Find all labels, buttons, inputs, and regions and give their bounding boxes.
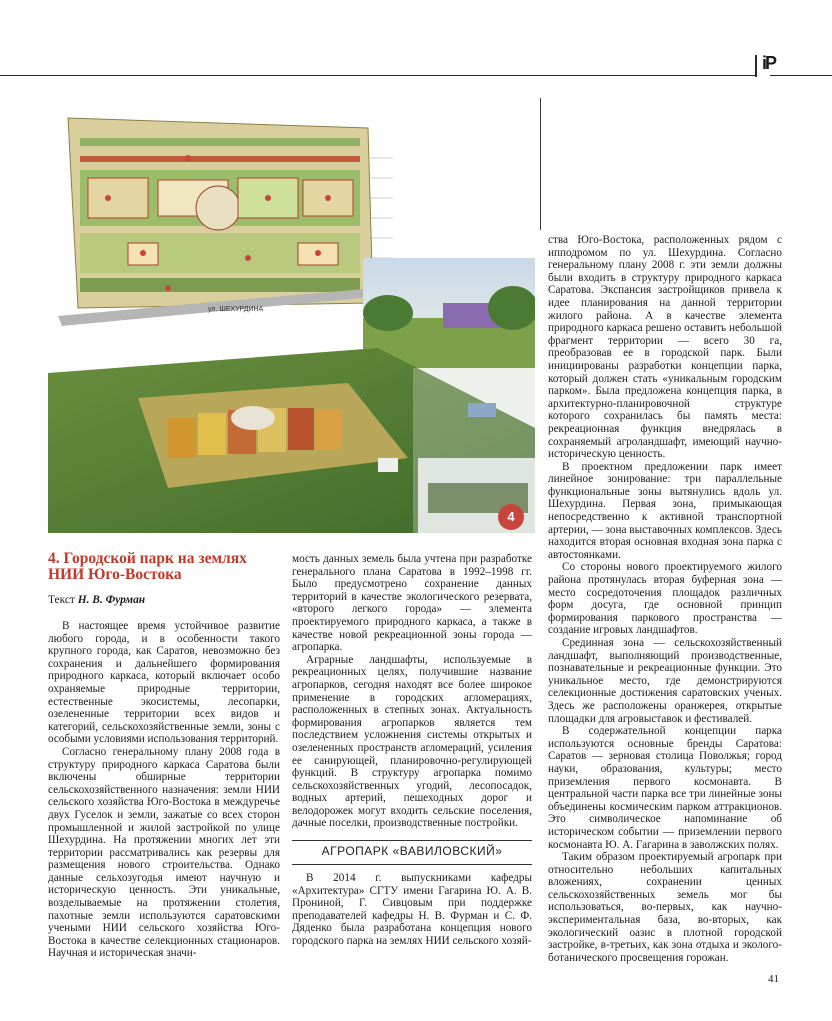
paragraph: Таким образом проектируемый агропарк при относительно небольших капитальных вложениях, сохранении ценных сельскохозяйственных земель мог бы использоваться, во-первых, как научно-экспериментальная база, во-вторых, как экологический оазис в плотной городской застройке, в-третьих, как зона отдыха и эколого-ботанического просвещения горожан. [548,851,782,964]
master-plan [58,118,393,326]
text-column-3 [548,234,782,964]
author-name: Н. В. Фурман [77,594,146,606]
subhead-rule [292,864,532,865]
text-column-2b [292,872,532,948]
park-plan-svg [48,98,535,533]
magazine-logo: iP [762,53,776,73]
paragraph: мость данных земель была учтена при разработке генерального плана Саратова в 1992–1998 гг. Было предусмотрено сохранение данных территорий в качестве экологического резервата, «второго легкого города» — элемента проектируемого природного каркаса, а также в качестве новой рекреационной зоны города — агропарка. [292,553,532,654]
street-label: ул. ШЕХУРДИНА [208,306,264,313]
author-line [48,594,145,606]
paragraph: В содержательной концепции парка используются основные бренды Саратова: Саратов — зерновая столица Поволжья; город науки, образования, культуры; место приземления первого космонавта. В центральной части парка все три линейные зоны объединены космическим парком аттракционов. Это символическое напоминание об историческом событии — приземлении первого космонавта Ю. А. Гагарина в заволжских полях. [548,725,782,851]
park-plan-illustration [48,98,535,533]
column-divider [540,98,541,230]
author-prefix: Текст [48,594,75,606]
header-divider [755,55,757,77]
paragraph: Согласно генеральному плану 2008 года в структуру природного каркаса Саратова были включены обширные территории сельскохозяйственного назначения: земли НИИ сельского хозяйства Юго-Востока в междуречье двух Гуселок и земли, зажатые со всех сторон промышленной и жилой застройкой по улице Шехурдина. На протяжении многих лет эти территории рассматривались как резервы для размещения нового строительства. Однако данные сельхозугодья имеют научную и историческую ценность. Эти уникальные, возделываемые на протяжении столетия, пахотные земли используются саратовскими учеными НИИ сельского хозяйства Юго-Востока в качестве селекционных стационаров. Научная и историческая значи- [48,745,280,960]
paragraph: В настоящее время устойчивое развитие любого города, и в особенности такого крупного города, как Саратов, невозможно без сохранения и дальнейшего формирования природного каркаса, который включает особо охраняемые природные территории, естественные экосистемы, лесопарки, озелененные территории всех видов и категорий, сельскохозяйственные земли, зоны с особыми условиями использования территорий. [48,620,280,746]
paragraph: Срединная зона — сельскохозяйственный ландшафт, выполняющий производственные, познавательные и рекреационные функции. Это уникальное место, где демонстрируются селекционные достижения саратовских ученых. Здесь же расположены оранжерея, открытые площадки для агровыставок и фестивалей. [548,637,782,725]
paragraph: Со стороны нового проектируемого жилого района протянулась вторая буферная зона — место сосредоточения площадок различных форм досуга, где основной принцип формирования паркового пространства — создание игровых ландшафтов. [548,561,782,637]
header-rule [0,75,755,76]
subhead-text: АГРОПАРК «ВАВИЛОВСКИЙ» [321,844,503,858]
subhead-rule [292,840,532,841]
figure-number-badge: 4 [498,504,524,530]
paragraph: Аграрные ландшафты, используемые в рекреационных целях, получившие название агропарков, сегодня находят все более широкое применение в городских агломерациях, расположенных в степных зонах. Актуальность формирования агропарков является тем последствием усложнения системы открытых и озелененных пространств агломераций, усиления еe санирующей, планировочно-регулирующей функций. В структуру агропарка помимо сельскохозяйственных угодий, лесопосадок, водных артерий, пешеходных дорог и велодорожек могут входить сельские поселения, дачные поселки, производственные постройки. [292,653,532,830]
paragraph: ства Юго-Востока, расположенных рядом с ипподромом по ул. Шехурдина. Согласно генеральному плану 2008 г. эти земли должны были входить в структуру природного каркаса Саратова. Экспансия застройщиков привела к идее планирования на данной территории жилого района. А в качестве элемента природного каркаса решено оставить небольшой фрагмент территории — всего 30 га, преобразовав ее в городской парк. Были инициированы разработки концепции парка, который должен стать «уникальным городским парком». Была предложена концепция парка, в архитектурно-планировочной структуре которого сохранилась бы память места: рекреационная функция внедрялась в сохраняемый агроландшафт, имеющий научно-историческую ценность. [548,234,782,461]
page-number: 41 [768,973,779,985]
text-column-2 [292,553,532,830]
paragraph: В проектном предложении парк имеет линейное зонирование: три параллельные функциональные зоны вытянулись вдоль ул. Шехурдина. Первая зона, примыкающая непосредственно к активной транспортной артерии, — зона выставочных комплексов. Здесь находится вторая основная входная зона парка с автостоянками. [548,460,782,561]
render-aerial [48,348,535,533]
paragraph: В 2014 г. выпускниками кафедры «Архитектура» СГТУ имени Гагарина Ю. А. В. Прониной, Г. Сивцовым при поддержке преподавателей кафедры Н. В. Фурман и С. Ф. Дяденко была разработана концепция нового городского парка на землях НИИ сельского хозяй- [292,872,532,947]
section-subheading [292,840,532,866]
article-heading: 4. Городской парк на землях НИИ Юго-Востока [48,550,247,583]
render-top-right [363,258,535,368]
header-rule-right [770,75,832,76]
text-column-1 [48,620,280,960]
